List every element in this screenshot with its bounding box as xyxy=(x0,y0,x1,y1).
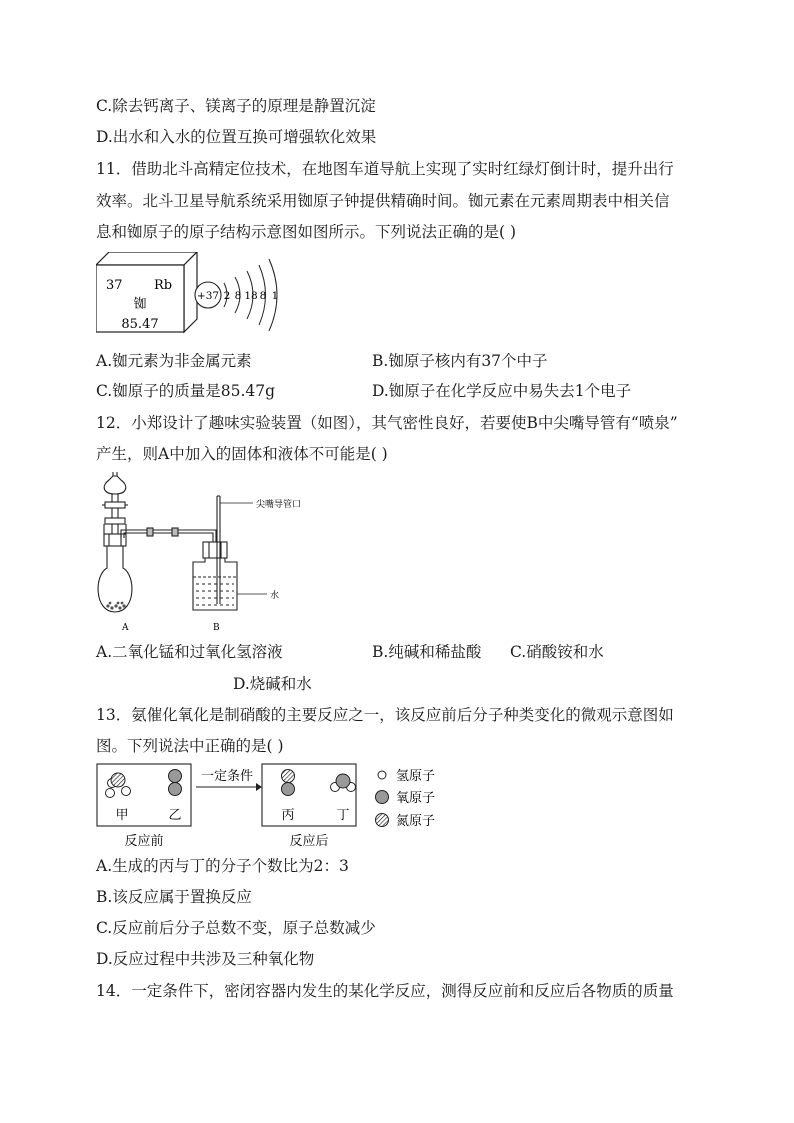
element-number: 37 xyxy=(106,278,123,293)
label-tube-outlet: 尖嘴导管口 xyxy=(256,500,302,510)
q11-stem-line2: 效率。北斗卫星导航系统采用铷原子钟提供精确时间。铷元素在元素周期表中相关信 xyxy=(96,192,670,210)
shell-5-count: 1 xyxy=(271,290,279,302)
shell-1-count: 2 xyxy=(223,290,231,302)
label-yi: 乙 xyxy=(168,808,182,823)
q11-option-c: C.铷原子的质量是85.47g xyxy=(96,382,276,400)
label-before: 反应前 xyxy=(124,834,164,849)
shell-3-count: 18 xyxy=(244,290,258,302)
q13-option-d: D.反应过程中共涉及三种氧化物 xyxy=(96,950,315,968)
legend-h-label: 氢原子 xyxy=(396,769,436,784)
q12-stem-line2: 产生，则A中加入的固体和液体不可能是( ) xyxy=(96,445,388,463)
q12-stem-line1: 12．小郑设计了趣味实验装置（如图），其气密性良好，若要使B中尖嘴导管有“喷泉” xyxy=(96,414,678,432)
legend xyxy=(376,771,389,827)
q12-option-c: C.硝酸铵和水 xyxy=(510,643,604,661)
label-jia: 甲 xyxy=(115,808,129,823)
q11-option-a: A.铷元素为非金属元素 xyxy=(96,352,252,370)
reaction-condition: 一定条件 xyxy=(200,769,254,784)
label-a: A xyxy=(122,623,129,633)
element-mass: 85.47 xyxy=(121,317,159,332)
legend-o-label: 氧原子 xyxy=(396,791,436,806)
q13-option-a: A.生成的丙与丁的分子个数比为2：3 xyxy=(96,857,349,875)
molecule-jia-nh3 xyxy=(106,773,131,798)
nucleus-charge: +37 xyxy=(196,290,220,302)
q12-option-a: A.二氧化锰和过氧化氢溶液 xyxy=(96,643,283,661)
element-name: 铷 xyxy=(133,297,147,312)
label-ding: 丁 xyxy=(336,808,350,823)
connecting-tube xyxy=(147,528,216,542)
q11-option-d: D.铷原子在化学反应中易失去1个电子 xyxy=(372,382,632,400)
bottle-b xyxy=(193,496,267,610)
q14-stem-line1: 14．一定条件下，密闭容器内发生的某化学反应，测得反应前和反应后各物质的质量 xyxy=(96,982,674,1000)
q11-stem-line3: 息和铷原子的原子结构示意图如图所示。下列说法正确的是( ) xyxy=(96,223,517,241)
q12-option-b: B.纯碱和稀盐酸 xyxy=(372,643,482,661)
q12-option-d: D.烧碱和水 xyxy=(233,675,312,693)
label-bing: 丙 xyxy=(281,808,295,823)
q13-option-c: C.反应前后分子总数不变，原子总数减少 xyxy=(96,919,376,937)
molecule-bing-no xyxy=(282,770,295,796)
reaction-diagram xyxy=(96,760,456,852)
q13-stem-line2: 图。下列说法中正确的是( ) xyxy=(96,737,284,755)
legend-h-swatch xyxy=(378,771,386,779)
flask-a-solid xyxy=(106,602,125,610)
molecule-ding-h2o xyxy=(331,774,356,792)
q10-option-d: D.出水和入水的位置互换可增强软化效果 xyxy=(96,128,377,146)
legend-n-swatch xyxy=(376,814,389,827)
q13-option-b: B.该反应属于置换反应 xyxy=(96,888,252,906)
element-card xyxy=(96,252,197,332)
molecule-yi-o2 xyxy=(169,770,182,796)
shell-2-count: 8 xyxy=(234,290,242,302)
flask-a xyxy=(98,472,148,612)
q10-option-c: C.除去钙离子、镁离子的原理是静置沉淀 xyxy=(96,97,376,115)
q11-stem-line1: 11．借助北斗高精定位技术，在地图车道导航上实现了实时红绿灯倒计时，提升出行 xyxy=(96,160,674,178)
element-symbol: Rb xyxy=(154,278,173,293)
label-b: B xyxy=(213,623,220,633)
legend-o-swatch xyxy=(376,791,389,804)
atom-structure xyxy=(195,259,278,331)
q11-option-b: B.铷原子核内有37个中子 xyxy=(372,352,548,370)
shell-4-count: 8 xyxy=(259,290,267,302)
label-water: 水 xyxy=(270,591,280,601)
fountain-apparatus xyxy=(90,472,320,634)
q13-stem-line1: 13．氨催化氧化是制硝酸的主要反应之一，该反应前后分子种类变化的微观示意图如 xyxy=(96,706,674,724)
label-after: 反应后 xyxy=(289,834,329,849)
rubidium-figure xyxy=(96,252,296,340)
legend-n-label: 氮原子 xyxy=(396,814,436,829)
